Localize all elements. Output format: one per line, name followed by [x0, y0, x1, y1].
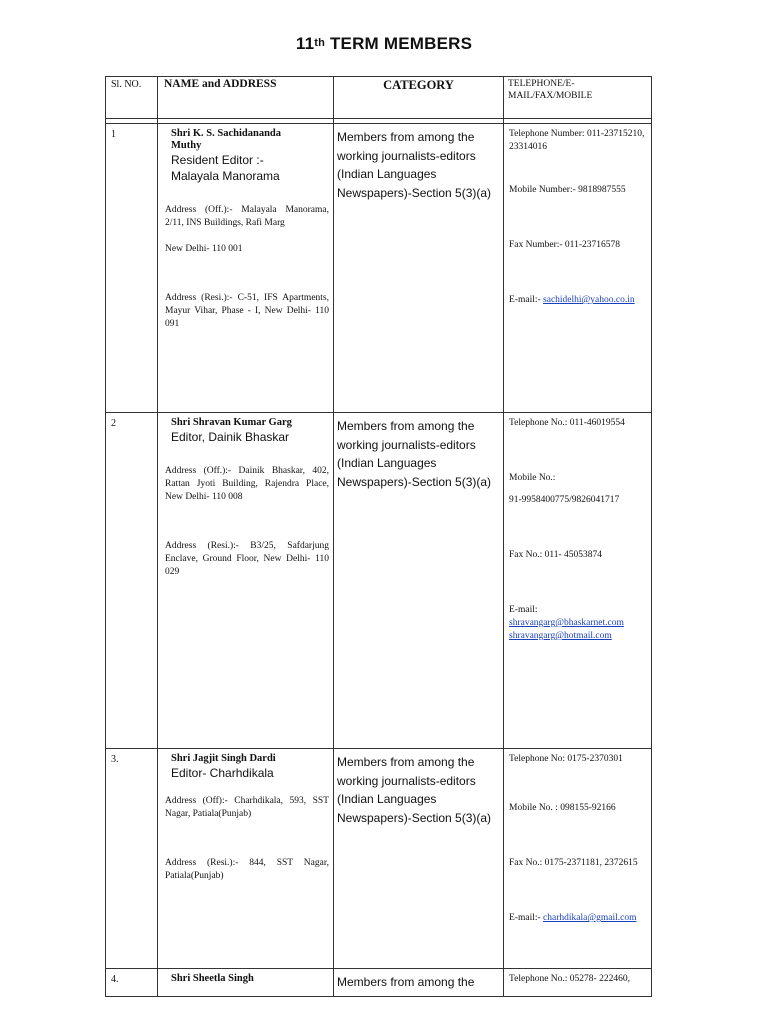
email-link[interactable]: charhdikala@gmail.com — [543, 913, 637, 923]
header-category: CATEGORY — [334, 77, 504, 119]
telephone: Telephone No.: 011-46019554 — [509, 418, 625, 428]
contact-cell — [504, 749, 652, 969]
table-header-row — [106, 77, 652, 119]
residence-address: Address (Resi.):- B3/25, Safdarjung Enclave, Ground Floor, New Delhi- 110 029 — [165, 541, 329, 577]
office-address: Address (Off.):- Malayala Manorama, 2/11, INS Buildings, Rafi Marg — [165, 205, 329, 228]
fax: Fax Number:- 011-23716578 — [509, 240, 620, 250]
header-name-address: NAME and ADDRESS — [158, 77, 334, 119]
telephone: Telephone No: 0175-2370301 — [509, 754, 623, 764]
office-address: Address (Off.):- Dainik Bhaskar, 402, Rattan Jyoti Building, Rajendra Place, New Delhi- 110 008 — [165, 466, 329, 502]
email-line: E-mail:- sachidelhi@yahoo.co.in — [509, 295, 635, 305]
serial-number: 3. — [106, 749, 158, 969]
member-name: Shri K. S. Sachidananda — [171, 128, 282, 139]
category-cell: Members from among the working journalists-editors (Indian Languages Newspapers)-Section 5(3)(a) — [334, 749, 504, 969]
member-role: Resident Editor :- — [171, 153, 264, 167]
mobile: Mobile Number:- 9818987555 — [509, 185, 626, 195]
mobile-label: Mobile No.: — [509, 473, 556, 483]
telephone: Telephone Number: 011-23715210, 23314016 — [509, 129, 645, 152]
table-row — [106, 969, 652, 997]
member-role: Editor- Charhdikala — [171, 766, 274, 780]
members-table — [105, 76, 652, 997]
table-row — [106, 124, 652, 413]
email-line: E-mail:- charhdikala@gmail.com — [509, 913, 637, 923]
table-row — [106, 749, 652, 969]
contact-cell — [504, 124, 652, 413]
member-name: Shri Shravan Kumar Garg — [171, 417, 292, 428]
category-cell: Members from among the working journalists-editors (Indian Languages Newspapers)-Section 5(3)(a) — [334, 124, 504, 413]
email-label: E-mail: — [509, 605, 538, 615]
name-address-cell — [158, 969, 334, 997]
fax: Fax No.: 0175-2371181, 2372615 — [509, 858, 638, 868]
contact-cell — [504, 969, 652, 997]
email-link[interactable]: sachidelhi@yahoo.co.in — [543, 295, 635, 305]
serial-number: 1 — [106, 124, 158, 413]
name-address-cell — [158, 413, 334, 749]
mobile: Mobile No. : 098155-92166 — [509, 803, 616, 813]
residence-address: Address (Resi.):- 844, SST Nagar, Patiala(Punjab) — [165, 858, 329, 881]
table-row — [106, 413, 652, 749]
member-name: Shri Jagjit Singh Dardi — [171, 753, 276, 764]
mobile: 91-9958400775/9826041717 — [509, 495, 620, 505]
header-sl-no: Sl. NO. — [106, 77, 158, 119]
serial-number: 2 — [106, 413, 158, 749]
email-link[interactable]: shravangarg@hotmail.com — [509, 631, 612, 641]
member-role: Editor, Dainik Bhaskar — [171, 430, 290, 444]
residence-address: Address (Resi.):- C-51, IFS Apartments, Mayur Vihar, Phase - I, New Delhi- 110 091 — [165, 293, 329, 329]
category-cell: Members from among the working journalists-editors (Indian Languages Newspapers)-Section 5(3)(a) — [334, 413, 504, 749]
contact-cell — [504, 413, 652, 749]
office-address: Address (Off):- Charhdikala, 593, SST Nagar, Patiala(Punjab) — [165, 796, 329, 819]
fax: Fax No.: 011- 45053874 — [509, 550, 603, 560]
name-address-cell — [158, 124, 334, 413]
name-address-cell — [158, 749, 334, 969]
telephone: Telephone No.: 05278- 222460, — [509, 974, 630, 984]
category-cell: Members from among the — [334, 969, 504, 997]
page-title: 11th TERM MEMBERS — [295, 34, 473, 53]
email-link[interactable]: shravangarg@bhaskarnet.com — [509, 618, 624, 628]
office-address-city: New Delhi- 110 001 — [165, 244, 243, 254]
serial-number: 4. — [106, 969, 158, 997]
member-role-cont: Malayala Manorama — [171, 169, 280, 183]
header-telephone: TELEPHONE/E-MAIL/FAX/MOBILE — [504, 77, 652, 119]
member-name-cont: Muthy — [171, 140, 202, 151]
member-name: Shri Sheetla Singh — [171, 973, 254, 984]
